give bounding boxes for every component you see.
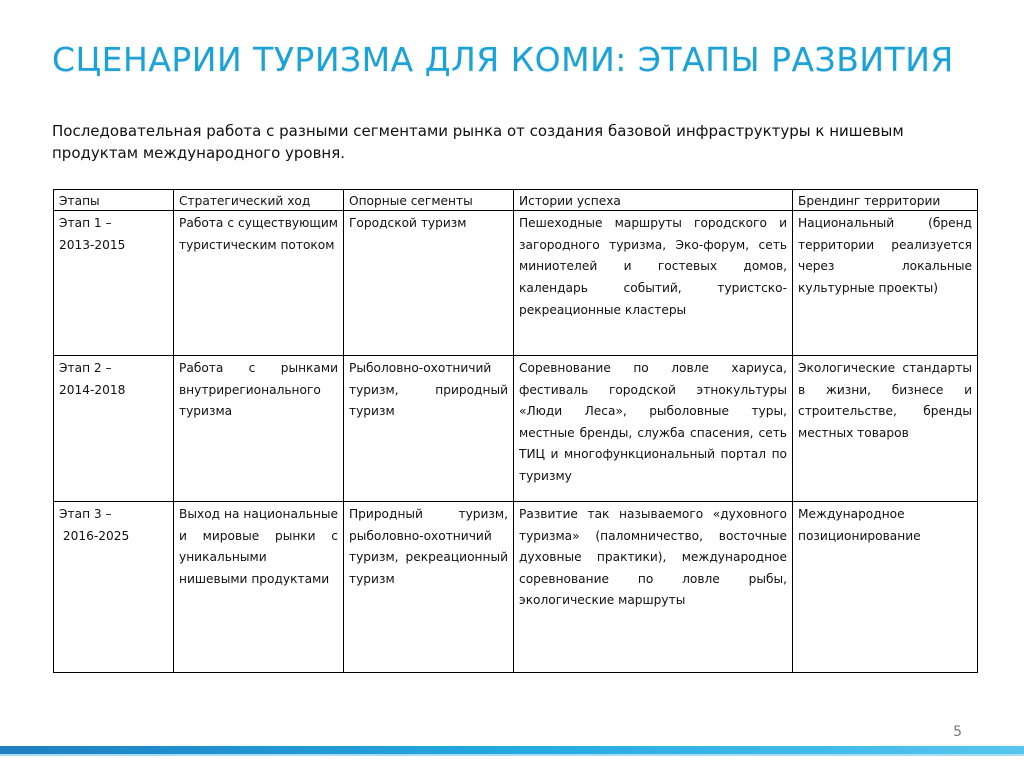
footer-accent-bar <box>0 746 1024 754</box>
stage-label: Этап 1 – <box>59 216 112 231</box>
success-stories-cell: Пешеходные маршруты городского и загородного туризма, Эко-форум, сеть миниотелей и гостевых домов, календарь событий, туристско-рекреационные кластеры <box>514 211 793 356</box>
success-stories-cell: Соревнование по ловле хариуса, фестиваль городской этнокультуры «Люди Леса», рыболовные туры, местные бренды, служба спасения, сеть ТИЦ и многофункциональный портал по туризму <box>514 356 793 502</box>
header-territory-branding: Брендинг территории <box>793 190 978 211</box>
success-stories-cell: Развитие так называемого «духовного туризма» (паломничество, восточные духовные практики), международное соревнование по ловле рыбы, экологические маршруты <box>514 501 793 672</box>
stage-label: Этап 3 – <box>59 506 112 521</box>
strategic-move-cell: Выход на национальные и мировые рынки с уникальными нишевыми продуктами <box>174 501 344 672</box>
header-strategic-move: Стратегический ход <box>174 190 344 211</box>
stage-years: 2016-2025 <box>59 528 130 543</box>
key-segments-cell: Городской туризм <box>344 211 514 356</box>
territory-branding-cell: Международное позиционирование <box>793 501 978 672</box>
strategic-move-cell: Работа с существующим туристическим потоком <box>174 211 344 356</box>
stage-years: 2014-2018 <box>59 382 126 397</box>
table-row <box>54 501 978 672</box>
stage-label: Этап 2 – <box>59 361 112 376</box>
stage-years: 2013-2015 <box>59 237 126 252</box>
table-row <box>54 356 978 502</box>
header-key-segments: Опорные сегменты <box>344 190 514 211</box>
territory-branding-cell: Национальный (бренд территории реализуется через локальные культурные проекты) <box>793 211 978 356</box>
stage-cell <box>54 211 174 356</box>
stages-table <box>53 189 978 673</box>
strategic-move-cell: Работа с рынками внутрирегионального туризма <box>174 356 344 502</box>
key-segments-cell: Рыболовно-охотничий туризм, природный туризм <box>344 356 514 502</box>
page-number: 5 <box>953 724 962 740</box>
table-header-row <box>54 190 978 211</box>
stage-cell <box>54 356 174 502</box>
header-stages: Этапы <box>54 190 174 211</box>
stage-cell <box>54 501 174 672</box>
territory-branding-cell: Экологические стандарты в жизни, бизнесе и строительстве, бренды местных товаров <box>793 356 978 502</box>
header-success-stories: Истории успеха <box>514 190 793 211</box>
slide-title: СЦЕНАРИИ ТУРИЗМА ДЛЯ КОМИ: ЭТАПЫ РАЗВИТИЯ <box>52 40 954 79</box>
slide-subtitle: Последовательная работа с разными сегментами рынка от создания базовой инфраструктуры к нишевым продуктам международного уровня. <box>52 122 904 162</box>
table-row <box>54 211 978 356</box>
key-segments-cell: Природный туризм, рыболовно-охотничий туризм, рекреационный туризм <box>344 501 514 672</box>
